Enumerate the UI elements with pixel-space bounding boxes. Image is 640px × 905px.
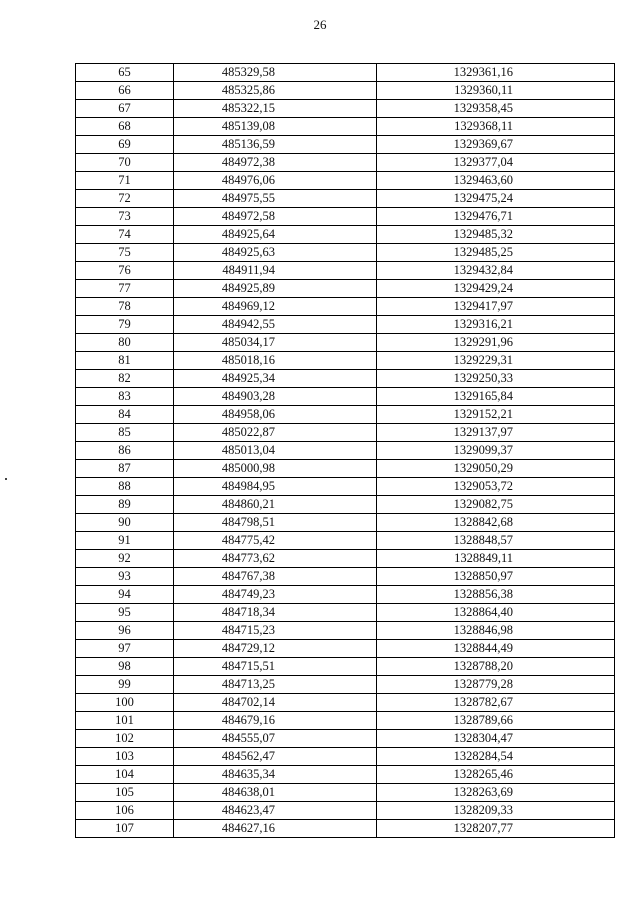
y-coordinate-cell: 1329369,67	[377, 136, 615, 154]
table-row	[76, 262, 615, 280]
point-number-cell: 85	[76, 424, 174, 442]
x-coordinate-cell: 485325,86	[174, 82, 377, 100]
table-row	[76, 532, 615, 550]
x-coordinate-cell: 484555,07	[174, 730, 377, 748]
table-row	[76, 586, 615, 604]
table-row	[76, 406, 615, 424]
table-row	[76, 478, 615, 496]
point-number-cell: 77	[76, 280, 174, 298]
y-coordinate-cell: 1328782,67	[377, 694, 615, 712]
point-number-cell: 101	[76, 712, 174, 730]
x-coordinate-cell: 484623,47	[174, 802, 377, 820]
x-coordinate-cell: 484911,94	[174, 262, 377, 280]
x-coordinate-cell: 485139,08	[174, 118, 377, 136]
table-row	[76, 514, 615, 532]
x-coordinate-cell: 485329,58	[174, 64, 377, 82]
table-row	[76, 82, 615, 100]
point-number-cell: 102	[76, 730, 174, 748]
y-coordinate-cell: 1329099,37	[377, 442, 615, 460]
x-coordinate-cell: 484679,16	[174, 712, 377, 730]
y-coordinate-cell: 1328844,49	[377, 640, 615, 658]
y-coordinate-cell: 1329368,11	[377, 118, 615, 136]
point-number-cell: 65	[76, 64, 174, 82]
x-coordinate-cell: 484627,16	[174, 820, 377, 838]
x-coordinate-cell: 485034,17	[174, 334, 377, 352]
x-coordinate-cell: 484798,51	[174, 514, 377, 532]
table-row	[76, 712, 615, 730]
point-number-cell: 98	[76, 658, 174, 676]
y-coordinate-cell: 1328842,68	[377, 514, 615, 532]
table-row	[76, 172, 615, 190]
x-coordinate-cell: 484638,01	[174, 784, 377, 802]
x-coordinate-cell: 484715,23	[174, 622, 377, 640]
x-coordinate-cell: 485022,87	[174, 424, 377, 442]
y-coordinate-cell: 1328850,97	[377, 568, 615, 586]
x-coordinate-cell: 484903,28	[174, 388, 377, 406]
point-number-cell: 99	[76, 676, 174, 694]
point-number-cell: 96	[76, 622, 174, 640]
y-coordinate-cell: 1328284,54	[377, 748, 615, 766]
table-row	[76, 352, 615, 370]
table-row	[76, 766, 615, 784]
x-coordinate-cell: 485000,98	[174, 460, 377, 478]
y-coordinate-cell: 1329377,04	[377, 154, 615, 172]
table-row	[76, 244, 615, 262]
point-number-cell: 91	[76, 532, 174, 550]
x-coordinate-cell: 484972,38	[174, 154, 377, 172]
point-number-cell: 84	[76, 406, 174, 424]
y-coordinate-cell: 1328846,98	[377, 622, 615, 640]
point-number-cell: 89	[76, 496, 174, 514]
point-number-cell: 88	[76, 478, 174, 496]
table-row	[76, 370, 615, 388]
point-number-cell: 95	[76, 604, 174, 622]
table-row	[76, 550, 615, 568]
y-coordinate-cell: 1329417,97	[377, 298, 615, 316]
point-number-cell: 75	[76, 244, 174, 262]
x-coordinate-cell: 485013,04	[174, 442, 377, 460]
y-coordinate-cell: 1329152,21	[377, 406, 615, 424]
table-row	[76, 136, 615, 154]
y-coordinate-cell: 1328856,38	[377, 586, 615, 604]
table-row	[76, 118, 615, 136]
table-row	[76, 820, 615, 838]
y-coordinate-cell: 1329485,25	[377, 244, 615, 262]
point-number-cell: 76	[76, 262, 174, 280]
x-coordinate-cell: 484775,42	[174, 532, 377, 550]
y-coordinate-cell: 1329463,60	[377, 172, 615, 190]
table-row	[76, 226, 615, 244]
point-number-cell: 69	[76, 136, 174, 154]
x-coordinate-cell: 484713,25	[174, 676, 377, 694]
y-coordinate-cell: 1329291,96	[377, 334, 615, 352]
table-row	[76, 694, 615, 712]
point-number-cell: 74	[76, 226, 174, 244]
table-row	[76, 496, 615, 514]
table-row	[76, 316, 615, 334]
x-coordinate-cell: 485018,16	[174, 352, 377, 370]
point-number-cell: 71	[76, 172, 174, 190]
x-coordinate-cell: 484975,55	[174, 190, 377, 208]
point-number-cell: 90	[76, 514, 174, 532]
y-coordinate-cell: 1329485,32	[377, 226, 615, 244]
point-number-cell: 107	[76, 820, 174, 838]
table-row	[76, 640, 615, 658]
point-number-cell: 97	[76, 640, 174, 658]
x-coordinate-cell: 484925,89	[174, 280, 377, 298]
x-coordinate-cell: 484925,34	[174, 370, 377, 388]
y-coordinate-cell: 1329475,24	[377, 190, 615, 208]
y-coordinate-cell: 1329316,21	[377, 316, 615, 334]
y-coordinate-cell: 1328779,28	[377, 676, 615, 694]
x-coordinate-cell: 484749,23	[174, 586, 377, 604]
table-row	[76, 658, 615, 676]
x-coordinate-cell: 485322,15	[174, 100, 377, 118]
table-row	[76, 298, 615, 316]
point-number-cell: 103	[76, 748, 174, 766]
point-number-cell: 105	[76, 784, 174, 802]
x-coordinate-cell: 484729,12	[174, 640, 377, 658]
point-number-cell: 83	[76, 388, 174, 406]
y-coordinate-cell: 1329429,24	[377, 280, 615, 298]
y-coordinate-cell: 1328304,47	[377, 730, 615, 748]
coordinates-table	[75, 63, 615, 838]
coordinates-table-body	[76, 64, 615, 838]
x-coordinate-cell: 484635,34	[174, 766, 377, 784]
point-number-cell: 87	[76, 460, 174, 478]
y-coordinate-cell: 1328788,20	[377, 658, 615, 676]
x-coordinate-cell: 484984,95	[174, 478, 377, 496]
x-coordinate-cell: 484942,55	[174, 316, 377, 334]
page-number: 26	[313, 17, 327, 32]
y-coordinate-cell: 1329050,29	[377, 460, 615, 478]
x-coordinate-cell: 484773,62	[174, 550, 377, 568]
table-row	[76, 568, 615, 586]
point-number-cell: 100	[76, 694, 174, 712]
x-coordinate-cell: 485136,59	[174, 136, 377, 154]
y-coordinate-cell: 1328265,46	[377, 766, 615, 784]
y-coordinate-cell: 1328209,33	[377, 802, 615, 820]
point-number-cell: 66	[76, 82, 174, 100]
x-coordinate-cell: 484972,58	[174, 208, 377, 226]
table-row	[76, 730, 615, 748]
y-coordinate-cell: 1329229,31	[377, 352, 615, 370]
point-number-cell: 81	[76, 352, 174, 370]
point-number-cell: 67	[76, 100, 174, 118]
table-row	[76, 208, 615, 226]
y-coordinate-cell: 1329360,11	[377, 82, 615, 100]
x-coordinate-cell: 484767,38	[174, 568, 377, 586]
x-coordinate-cell: 484562,47	[174, 748, 377, 766]
y-coordinate-cell: 1329053,72	[377, 478, 615, 496]
table-row	[76, 802, 615, 820]
y-coordinate-cell: 1328864,40	[377, 604, 615, 622]
y-coordinate-cell: 1328789,66	[377, 712, 615, 730]
y-coordinate-cell: 1329137,97	[377, 424, 615, 442]
x-coordinate-cell: 484718,34	[174, 604, 377, 622]
y-coordinate-cell: 1328207,77	[377, 820, 615, 838]
point-number-cell: 94	[76, 586, 174, 604]
table-row	[76, 460, 615, 478]
y-coordinate-cell: 1329432,84	[377, 262, 615, 280]
point-number-cell: 68	[76, 118, 174, 136]
table-row	[76, 280, 615, 298]
point-number-cell: 106	[76, 802, 174, 820]
point-number-cell: 80	[76, 334, 174, 352]
y-coordinate-cell: 1329358,45	[377, 100, 615, 118]
table-row	[76, 784, 615, 802]
y-coordinate-cell: 1329476,71	[377, 208, 615, 226]
table-row	[76, 442, 615, 460]
table-row	[76, 604, 615, 622]
table-row	[76, 622, 615, 640]
y-coordinate-cell: 1328848,57	[377, 532, 615, 550]
y-coordinate-cell: 1329250,33	[377, 370, 615, 388]
table-row	[76, 154, 615, 172]
table-row	[76, 388, 615, 406]
x-coordinate-cell: 484925,64	[174, 226, 377, 244]
point-number-cell: 73	[76, 208, 174, 226]
x-coordinate-cell: 484715,51	[174, 658, 377, 676]
x-coordinate-cell: 484702,14	[174, 694, 377, 712]
y-coordinate-cell: 1328263,69	[377, 784, 615, 802]
point-number-cell: 93	[76, 568, 174, 586]
table-row	[76, 100, 615, 118]
table-row	[76, 748, 615, 766]
y-coordinate-cell: 1328849,11	[377, 550, 615, 568]
margin-mark	[5, 478, 7, 480]
point-number-cell: 92	[76, 550, 174, 568]
point-number-cell: 82	[76, 370, 174, 388]
table-row	[76, 190, 615, 208]
y-coordinate-cell: 1329165,84	[377, 388, 615, 406]
table-row	[76, 676, 615, 694]
point-number-cell: 104	[76, 766, 174, 784]
point-number-cell: 72	[76, 190, 174, 208]
point-number-cell: 79	[76, 316, 174, 334]
x-coordinate-cell: 484976,06	[174, 172, 377, 190]
point-number-cell: 78	[76, 298, 174, 316]
y-coordinate-cell: 1329361,16	[377, 64, 615, 82]
x-coordinate-cell: 484925,63	[174, 244, 377, 262]
point-number-cell: 70	[76, 154, 174, 172]
x-coordinate-cell: 484969,12	[174, 298, 377, 316]
y-coordinate-cell: 1329082,75	[377, 496, 615, 514]
x-coordinate-cell: 484958,06	[174, 406, 377, 424]
table-row	[76, 334, 615, 352]
point-number-cell: 86	[76, 442, 174, 460]
table-row	[76, 64, 615, 82]
table-row	[76, 424, 615, 442]
x-coordinate-cell: 484860,21	[174, 496, 377, 514]
